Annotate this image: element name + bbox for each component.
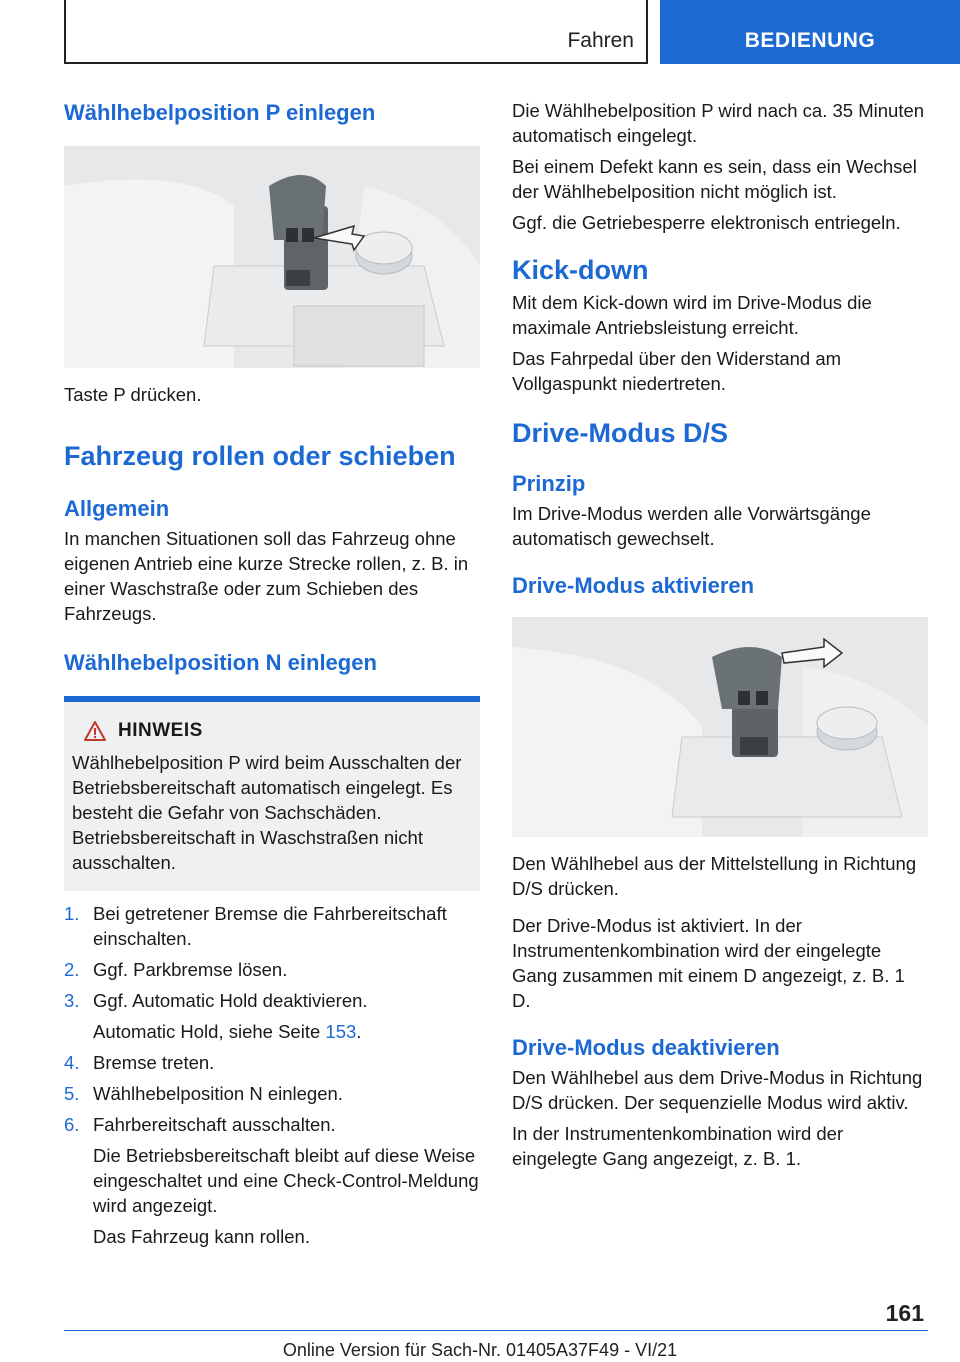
warning-triangle-icon — [84, 721, 106, 741]
notice-box — [64, 696, 480, 891]
left-column — [64, 100, 480, 1255]
list-item — [64, 988, 480, 1013]
step-number: 5. — [64, 1083, 80, 1104]
heading-deactivate-drive: Drive-Modus deaktivieren — [512, 1035, 780, 1060]
notice-header — [84, 720, 472, 742]
heading-general: Allgemein — [64, 496, 170, 521]
figure-selector-lever-p — [64, 146, 480, 368]
step-text: Wählhebelposition N einlegen. — [93, 1083, 343, 1104]
step-number: 3. — [64, 990, 80, 1011]
activate-paragraph-2: Der Drive-Modus ist aktiviert. In der Instrumentenkombination wird der eingelegte Gang zusammen mit einem D angezeigt, z. B. 1 D. — [512, 915, 905, 1011]
selector-lever-ds-illustration — [512, 617, 928, 837]
step-text: Ggf. Parkbremse lösen. — [93, 959, 288, 980]
defect-paragraph: Bei einem Defekt kann es sein, dass ein Wechsel der Wählhebelposition nicht möglich ist. — [512, 156, 917, 202]
step-note — [64, 1019, 480, 1044]
notice-text: Wählhebelposition P wird beim Ausschalten der Betriebsbereitschaft automatisch eingelegt. Es besteht die Gefahr von Sachschäden. Betriebsbereitschaft in Waschstraßen nicht ausschalten. — [72, 752, 462, 873]
deactivate-paragraph-1: Den Wählhebel aus dem Drive-Modus in Richtung D/S drücken. Der sequenzielle Modus wird aktiv. — [512, 1067, 923, 1113]
heading-kickdown: Kick-down — [512, 255, 649, 285]
list-item — [64, 1081, 480, 1106]
heading-drive-mode: Drive-Modus D/S — [512, 418, 729, 448]
note-text: Die Betriebsbereitschaft bleibt auf diese Weise eingeschaltet und eine Check-Control-Meldung wird angezeigt. — [93, 1145, 479, 1216]
figure-caption-press-p: Taste P drücken. — [64, 384, 202, 405]
step-number: 4. — [64, 1052, 80, 1073]
note-suffix: . — [356, 1021, 362, 1042]
header-section-title: Fahren — [567, 29, 634, 52]
list-item — [64, 901, 480, 951]
heading-activate-drive: Drive-Modus aktivieren — [512, 573, 755, 598]
step-text: Bei getretener Bremse die Fahrbereitschaft einschalten. — [93, 903, 447, 949]
step-text: Ggf. Automatic Hold deaktivieren. — [93, 990, 368, 1011]
step-text: Bremse treten. — [93, 1052, 215, 1073]
auto-p-paragraph: Die Wählhebelposition P wird nach ca. 35 Minuten automatisch eingelegt. — [512, 100, 925, 146]
right-column — [512, 98, 928, 1171]
heading-gear-p: Wählhebelposition P einlegen — [64, 100, 376, 125]
note-text: Automatic Hold, siehe Seite — [93, 1021, 326, 1042]
figure-selector-lever-ds — [512, 617, 928, 837]
unlock-paragraph: Ggf. die Getriebesperre elektronisch entriegeln. — [512, 212, 901, 233]
header-chapter-title: BEDIENUNG — [744, 29, 876, 52]
general-paragraph: In manchen Situationen soll das Fahrzeug ohne eigenen Antrieb eine kurze Strecke rollen, z. B. in einer Waschstraße oder zum Schieben des Fahrzeugs. — [64, 528, 469, 624]
list-item — [64, 1050, 480, 1075]
heading-gear-n: Wählhebelposition N einlegen — [64, 650, 377, 675]
selector-lever-illustration — [64, 146, 480, 368]
footer-version-text: Online Version für Sach-Nr. 01405A37F49 - VI/21 — [282, 1340, 678, 1360]
heading-principle: Prinzip — [512, 471, 586, 496]
page-number: 161 — [885, 1300, 924, 1326]
step-number: 2. — [64, 959, 80, 980]
list-item — [64, 957, 480, 982]
principle-paragraph: Im Drive-Modus werden alle Vorwärtsgänge automatisch gewechselt. — [512, 503, 871, 549]
step-text: Fahrbereitschaft ausschalten. — [93, 1114, 336, 1135]
header-chapter-tab — [660, 0, 960, 64]
list-item — [64, 1112, 480, 1137]
steps-list — [64, 901, 480, 1249]
kickdown-paragraph-2: Das Fahrpedal über den Widerstand am Vollgaspunkt niedertreten. — [512, 348, 842, 394]
header-section-box — [64, 0, 648, 64]
step-number: 6. — [64, 1114, 80, 1135]
note-text: Das Fahrzeug kann rollen. — [93, 1226, 310, 1247]
page-reference-link[interactable]: 153 — [325, 1021, 357, 1042]
step-note — [64, 1224, 480, 1249]
heading-roll-push: Fahrzeug rollen oder schieben — [64, 441, 456, 471]
step-number: 1. — [64, 903, 80, 924]
kickdown-paragraph-1: Mit dem Kick-down wird im Drive-Modus die maximale Antriebsleistung erreicht. — [512, 292, 872, 338]
step-note — [64, 1143, 480, 1218]
footer-divider — [64, 1330, 928, 1331]
activate-paragraph-1: Den Wählhebel aus der Mittelstellung in Richtung D/S drücken. — [512, 853, 917, 899]
notice-title: HINWEIS — [118, 720, 203, 741]
deactivate-paragraph-2: In der Instrumentenkombination wird der eingelegte Gang angezeigt, z. B. 1. — [512, 1123, 844, 1169]
